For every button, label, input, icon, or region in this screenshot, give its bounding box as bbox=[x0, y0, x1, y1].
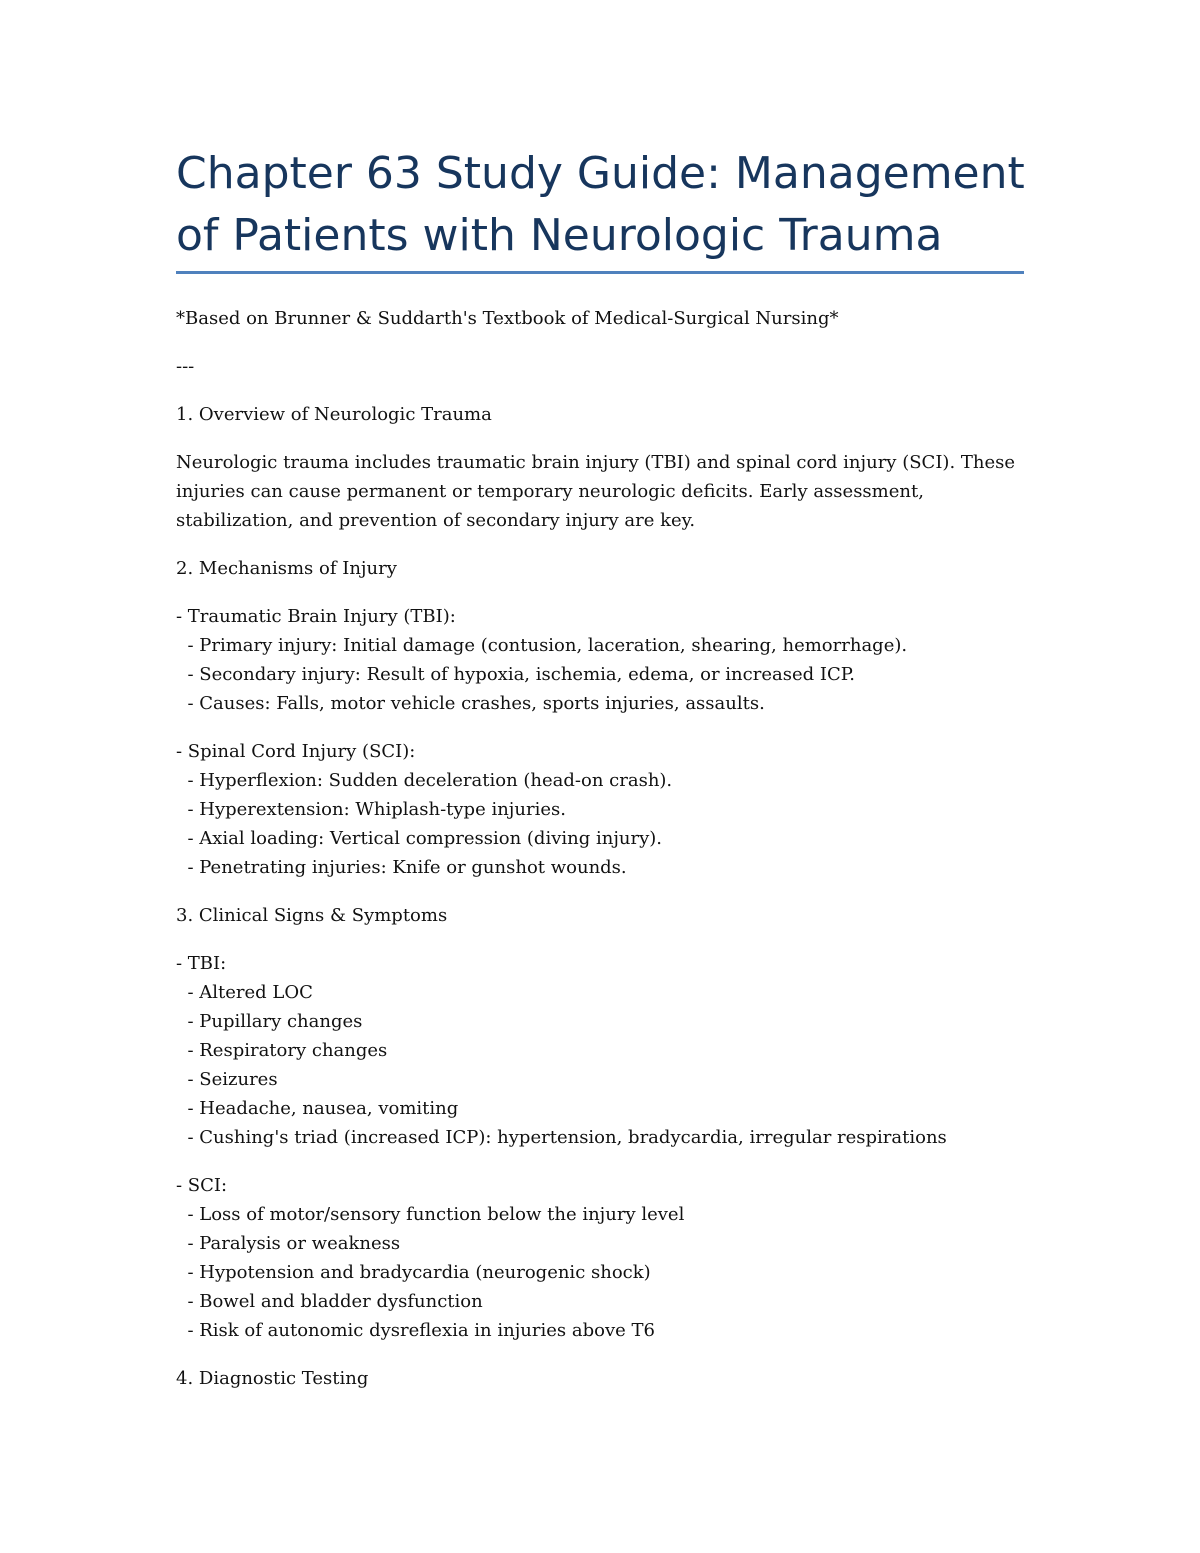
list-item: - TBI: bbox=[176, 953, 227, 974]
page-title: Chapter 63 Study Guide: Management of Patients with Neurologic Trauma bbox=[176, 148, 1025, 261]
sci-mechanisms-list bbox=[176, 737, 1036, 882]
section-heading-diagnostic: 4. Diagnostic Testing bbox=[176, 1368, 369, 1389]
section-heading-mechanisms: 2. Mechanisms of Injury bbox=[176, 558, 397, 579]
tbi-signs-list bbox=[176, 949, 1036, 1152]
sci-signs-list bbox=[176, 1171, 1036, 1345]
list-item: - Cushing's triad (increased ICP): hypertension, bradycardia, irregular respirations bbox=[176, 1127, 947, 1148]
list-item: - Hyperflexion: Sudden deceleration (head-on crash). bbox=[176, 770, 673, 791]
source-note: *Based on Brunner & Suddarth's Textbook of Medical-Surgical Nursing* bbox=[176, 308, 839, 329]
list-item: - Respiratory changes bbox=[176, 1040, 388, 1061]
list-item: - Altered LOC bbox=[176, 982, 313, 1003]
list-item: - Risk of autonomic dysreflexia in injuries above T6 bbox=[176, 1320, 655, 1341]
list-item: - Traumatic Brain Injury (TBI): bbox=[176, 606, 456, 627]
list-item: - Seizures bbox=[176, 1069, 278, 1090]
list-item: - Spinal Cord Injury (SCI): bbox=[176, 741, 416, 762]
document-body bbox=[176, 304, 1036, 1412]
tbi-mechanisms-list bbox=[176, 602, 1036, 718]
list-item: - Secondary injury: Result of hypoxia, ischemia, edema, or increased ICP. bbox=[176, 664, 855, 685]
list-item: - Hyperextension: Whiplash-type injuries. bbox=[176, 799, 566, 820]
overview-paragraph bbox=[176, 448, 1036, 535]
list-item: - SCI: bbox=[176, 1175, 228, 1196]
title-underline bbox=[176, 271, 1024, 274]
paragraph-line: Neurologic trauma includes traumatic brain injury (TBI) and spinal cord injury (SCI). These bbox=[176, 452, 1016, 473]
section-heading-signs: 3. Clinical Signs & Symptoms bbox=[176, 905, 448, 926]
section-heading-overview: 1. Overview of Neurologic Trauma bbox=[176, 404, 492, 425]
list-item: - Headache, nausea, vomiting bbox=[176, 1098, 459, 1119]
list-item: - Bowel and bladder dysfunction bbox=[176, 1291, 483, 1312]
list-item: - Hypotension and bradycardia (neurogenic shock) bbox=[176, 1262, 651, 1283]
list-item: - Penetrating injuries: Knife or gunshot wounds. bbox=[176, 857, 627, 878]
section-divider: --- bbox=[176, 356, 195, 377]
list-item: - Primary injury: Initial damage (contusion, laceration, shearing, hemorrhage). bbox=[176, 635, 908, 656]
list-item: - Axial loading: Vertical compression (diving injury). bbox=[176, 828, 663, 849]
list-item: - Loss of motor/sensory function below the injury level bbox=[176, 1204, 685, 1225]
list-item: - Causes: Falls, motor vehicle crashes, sports injuries, assaults. bbox=[176, 693, 765, 714]
list-item: - Pupillary changes bbox=[176, 1011, 363, 1032]
paragraph-line: stabilization, and prevention of secondary injury are key. bbox=[176, 510, 696, 531]
paragraph-line: injuries can cause permanent or temporary neurologic deficits. Early assessment, bbox=[176, 481, 924, 502]
list-item: - Paralysis or weakness bbox=[176, 1233, 401, 1254]
